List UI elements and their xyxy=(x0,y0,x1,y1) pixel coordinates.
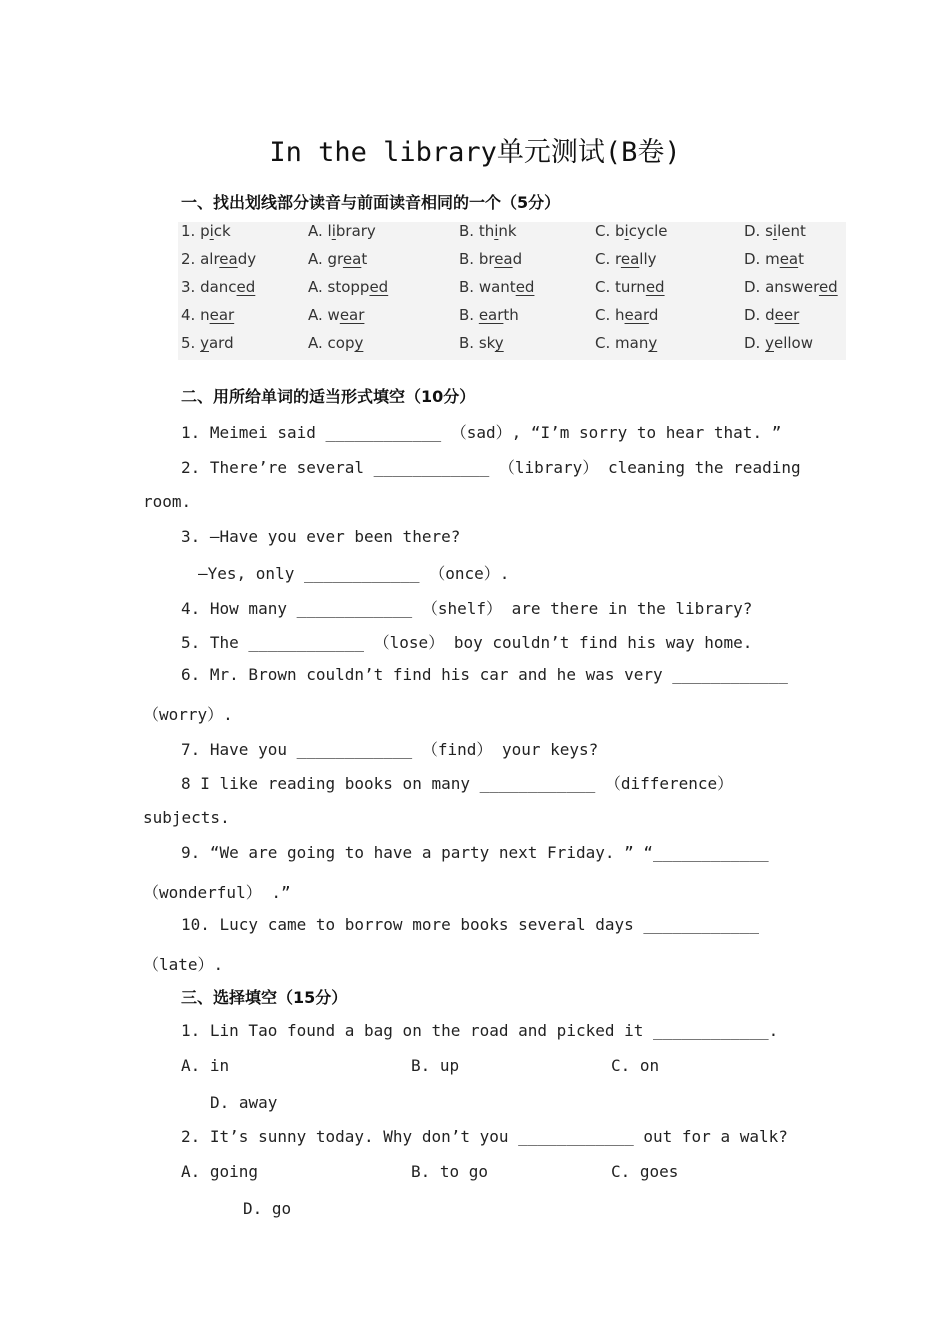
pron-option-a-5 xyxy=(308,334,363,352)
word-part: lent xyxy=(777,222,806,240)
fill-question-4: 4. How many ____________ （shelf） are there in the library? xyxy=(181,599,753,618)
fill-question-5: 5. The ____________ （lose） boy couldn’t find his way home. xyxy=(181,633,753,652)
choice-1-option-d: D. away xyxy=(210,1093,278,1112)
fill-question-2-continued: room. xyxy=(143,492,192,511)
underlined-letters: ed xyxy=(515,278,535,296)
word-part: d xyxy=(512,250,523,268)
fill-question-6-continued: （worry）. xyxy=(143,705,233,724)
word-part: D. xyxy=(744,334,766,352)
fill-question-1: 1. Meimei said ____________ （sad）, “I’m sorry to hear that. ” xyxy=(181,423,782,442)
fill-question-9-continued: （wonderful） .” xyxy=(143,883,291,902)
fill-question-3: 3. —Have you ever been there? xyxy=(181,527,461,546)
word-part: th xyxy=(503,306,519,324)
underlined-letters: y xyxy=(648,334,658,352)
underlined-letters: y xyxy=(200,334,209,352)
word-part: 3. danc xyxy=(181,278,237,296)
underlined-letters: y xyxy=(765,334,774,352)
fill-question-7: 7. Have you ____________ （find） your keys? xyxy=(181,740,599,759)
underlined-letters: ear xyxy=(478,306,504,324)
underlined-letters: i xyxy=(494,222,499,240)
word-part: B. xyxy=(459,306,479,324)
pron-option-c-4 xyxy=(595,306,658,324)
choice-2-option-c: C. goes xyxy=(611,1162,679,1181)
underlined-letters: ed xyxy=(236,278,256,296)
choice-1-option-a: A. in xyxy=(181,1056,230,1075)
word-part: t xyxy=(798,250,805,268)
word-part: D. d xyxy=(744,306,775,324)
pron-word-2 xyxy=(181,250,256,268)
choice-1-option-b: B. up xyxy=(411,1056,460,1075)
fill-question-6: 6. Mr. Brown couldn’t find his car and he was very ____________ xyxy=(181,665,788,684)
pron-option-c-5 xyxy=(595,334,657,352)
fill-question-8: 8 I like reading books on many ____________ （difference） xyxy=(181,774,734,793)
pron-option-c-1 xyxy=(595,222,667,240)
fill-question-8-continued: subjects. xyxy=(143,808,230,827)
pron-option-b-3 xyxy=(459,278,534,296)
word-part: nk xyxy=(498,222,517,240)
underlined-letters: ea xyxy=(219,250,238,268)
underlined-letters: y xyxy=(354,334,364,352)
word-part: D. answer xyxy=(744,278,819,296)
underlined-letters: ear xyxy=(339,306,365,324)
pron-option-b-5 xyxy=(459,334,504,352)
underlined-letters: i xyxy=(331,222,336,240)
underlined-letters: i xyxy=(209,222,214,240)
fill-question-9: 9. “We are going to have a party next Friday. ” “____________ xyxy=(181,843,769,862)
underlined-letters: ea xyxy=(779,250,799,268)
word-part: 2. alr xyxy=(181,250,220,268)
word-part: A. stopp xyxy=(308,278,370,296)
underlined-letters: i xyxy=(772,222,778,240)
word-part: t xyxy=(361,250,368,268)
word-part: 5. xyxy=(181,334,201,352)
word-part: D. s xyxy=(744,222,773,240)
word-part: D. m xyxy=(744,250,780,268)
underlined-letters: ed xyxy=(645,278,665,296)
section-3-heading: 三、选择填空（15分） xyxy=(181,988,348,1007)
word-part: ck xyxy=(213,222,231,240)
pron-option-a-4 xyxy=(308,306,364,324)
fill-question-10: 10. Lucy came to borrow more books several days ____________ xyxy=(181,915,759,934)
choice-2-option-b: B. to go xyxy=(411,1162,489,1181)
fill-question-3-answer: —Yes, only ____________ （once）. xyxy=(198,564,510,583)
underlined-letters: y xyxy=(494,334,504,352)
underlined-letters: ed xyxy=(369,278,389,296)
underlined-letters: ea xyxy=(494,250,513,268)
pron-word-3 xyxy=(181,278,255,296)
word-part: lly xyxy=(639,250,657,268)
section-1-heading: 一、找出划线部分读音与前面读音相同的一个（5分） xyxy=(181,193,561,212)
underlined-letters: ed xyxy=(818,278,838,296)
word-part: cycle xyxy=(628,222,668,240)
choice-2-option-d: D. go xyxy=(243,1199,292,1218)
pron-option-d-1 xyxy=(744,222,806,240)
choice-question-2: 2. It’s sunny today. Why don’t you ____________ out for a walk? xyxy=(181,1127,788,1146)
choice-1-option-c: C. on xyxy=(611,1056,660,1075)
fill-question-2: 2. There’re several ____________ （library） cleaning the reading xyxy=(181,458,801,477)
word-part: 1. p xyxy=(181,222,210,240)
section-2-heading: 二、用所给单词的适当形式填空（10分） xyxy=(181,387,476,406)
underlined-letters: ea xyxy=(342,250,362,268)
word-part: B. br xyxy=(459,250,495,268)
pron-option-c-2 xyxy=(595,250,657,268)
underlined-letters: i xyxy=(624,222,629,240)
pron-option-b-1 xyxy=(459,222,517,240)
pron-option-d-2 xyxy=(744,250,804,268)
pron-option-b-2 xyxy=(459,250,522,268)
word-part: brary xyxy=(335,222,376,240)
pron-option-a-3 xyxy=(308,278,388,296)
word-part: A. cop xyxy=(308,334,355,352)
pron-word-4 xyxy=(181,306,234,324)
pron-option-a-1 xyxy=(308,222,376,240)
pron-option-a-2 xyxy=(308,250,367,268)
word-part: A. w xyxy=(308,306,340,324)
pron-option-d-4 xyxy=(744,306,799,324)
word-part: C. turn xyxy=(595,278,646,296)
word-part: A. gr xyxy=(308,250,343,268)
word-part: 4. n xyxy=(181,306,210,324)
choice-question-1: 1. Lin Tao found a bag on the road and picked it ____________. xyxy=(181,1021,779,1040)
word-part: d xyxy=(648,306,659,324)
choice-2-option-a: A. going xyxy=(181,1162,259,1181)
word-part: C. h xyxy=(595,306,625,324)
underlined-letters: ea xyxy=(620,250,640,268)
word-part: ard xyxy=(208,334,234,352)
pron-word-1 xyxy=(181,222,231,240)
fill-question-10-continued: （late）. xyxy=(143,955,224,974)
word-part: C. r xyxy=(595,250,621,268)
word-part: C. b xyxy=(595,222,625,240)
word-part: ellow xyxy=(773,334,813,352)
underlined-letters: eer xyxy=(774,306,800,324)
word-part: B. sk xyxy=(459,334,495,352)
pron-word-5 xyxy=(181,334,234,352)
pron-option-b-4 xyxy=(459,306,519,324)
word-part: dy xyxy=(237,250,257,268)
word-part: A. l xyxy=(308,222,332,240)
pron-option-d-5 xyxy=(744,334,813,352)
underlined-letters: ear xyxy=(209,306,235,324)
pron-option-c-3 xyxy=(595,278,665,296)
page-title: In the library单元测试(B卷) xyxy=(269,137,681,168)
pron-option-d-3 xyxy=(744,278,838,296)
word-part: B. want xyxy=(459,278,516,296)
underlined-letters: ear xyxy=(624,306,649,324)
word-part: C. man xyxy=(595,334,649,352)
word-part: B. th xyxy=(459,222,495,240)
